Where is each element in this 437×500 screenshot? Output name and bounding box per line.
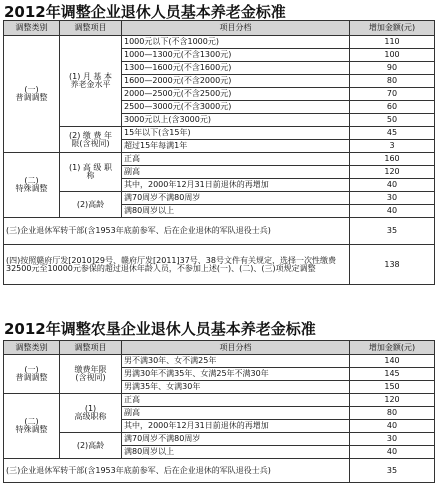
amount-cell: 110 xyxy=(350,36,435,49)
amount-cell: 40 xyxy=(350,205,435,218)
table1-title: 2012年调整企业退休人员基本养老金标准 xyxy=(4,3,286,21)
header-amount: 增加金额(元) xyxy=(350,341,435,355)
item-cell: (1) 月 基 本 养老金水平 xyxy=(60,36,122,127)
table-row xyxy=(4,459,435,483)
tier-cell: 3000元以上(含3000元) xyxy=(122,114,350,127)
amount-cell: 40 xyxy=(350,446,435,459)
tier-cell: 正高 xyxy=(122,153,350,166)
amount-cell: 45 xyxy=(350,127,435,140)
item-cell: (2)高龄 xyxy=(60,433,122,459)
tier-cell: 男满35年、女满30年 xyxy=(122,381,350,394)
amount-cell: 60 xyxy=(350,101,435,114)
tier-cell: 满70周岁不满80周岁 xyxy=(122,192,350,205)
category-cell: (二) 特殊调整 xyxy=(4,153,60,218)
amount-cell: 35 xyxy=(350,459,435,483)
amount-cell: 3 xyxy=(350,140,435,153)
table-row xyxy=(4,36,435,49)
veteran-cadre-cell: (三)企业退休军转干部(含1953年底前参军、后在企业退休的军队退役士兵) xyxy=(4,459,350,483)
item-cell: (2)高龄 xyxy=(60,192,122,218)
amount-cell: 138 xyxy=(350,245,435,285)
amount-cell: 80 xyxy=(350,75,435,88)
tier-cell: 男不满30年、女不满25年 xyxy=(122,355,350,368)
amount-cell: 30 xyxy=(350,433,435,446)
category-cell: (一) 普调调整 xyxy=(4,36,60,153)
table-row xyxy=(4,394,435,407)
amount-cell: 70 xyxy=(350,88,435,101)
header-amount: 增加金额(元) xyxy=(350,21,435,36)
tier-cell: 满80周岁以上 xyxy=(122,205,350,218)
amount-cell: 40 xyxy=(350,179,435,192)
tier-cell: 15年以下(含15年) xyxy=(122,127,350,140)
amount-cell: 150 xyxy=(350,381,435,394)
amount-cell: 100 xyxy=(350,49,435,62)
tier-cell: 男满30年不满35年、女满25年不满30年 xyxy=(122,368,350,381)
amount-cell: 160 xyxy=(350,153,435,166)
table-row xyxy=(4,245,435,285)
tier-cell: 2500—3000元(不含3000元) xyxy=(122,101,350,114)
table-row xyxy=(4,127,435,140)
lump-sum-cell: (四)按照赣府厅发[2010]29号、赣府厅发[2011]37号、38号文件有关规定，选择一次性缴费32500元至10000元参保的超过退休年龄人员，不参加上述(一)、(二)、(三)项规定调整 xyxy=(4,245,350,285)
table-header-row xyxy=(4,341,435,355)
category-cell: (二) 特殊调整 xyxy=(4,394,60,459)
tier-cell: 副高 xyxy=(122,166,350,179)
amount-cell: 120 xyxy=(350,394,435,407)
pension-table-farm xyxy=(3,340,435,483)
table2-title: 2012年调整农垦企业退休人员基本养老金标准 xyxy=(4,320,316,338)
tier-cell: 1300—1600元(不含1600元) xyxy=(122,62,350,75)
table-row xyxy=(4,433,435,446)
item-cell: (1) 高级职称 xyxy=(60,394,122,433)
header-item: 调整项目 xyxy=(60,21,122,36)
amount-cell: 40 xyxy=(350,420,435,433)
table-row xyxy=(4,355,435,368)
amount-cell: 80 xyxy=(350,407,435,420)
amount-cell: 35 xyxy=(350,218,435,245)
item-cell: 缴费年限 (含视同) xyxy=(60,355,122,394)
header-category: 调整类别 xyxy=(4,341,60,355)
tier-cell: 1600—2000元(不含2000元) xyxy=(122,75,350,88)
table-row xyxy=(4,153,435,166)
amount-cell: 140 xyxy=(350,355,435,368)
tier-cell: 1000元以下(不含1000元) xyxy=(122,36,350,49)
amount-cell: 145 xyxy=(350,368,435,381)
amount-cell: 120 xyxy=(350,166,435,179)
amount-cell: 90 xyxy=(350,62,435,75)
item-cell: (1) 高 级 职 称 xyxy=(60,153,122,192)
veteran-cadre-cell: (三)企业退休军转干部(含1953年底前参军、后在企业退休的军队退役士兵) xyxy=(4,218,350,245)
header-tier: 项目分档 xyxy=(122,341,350,355)
header-category: 调整类别 xyxy=(4,21,60,36)
tier-cell: 其中，2000年12月31日前退休的再增加 xyxy=(122,420,350,433)
tier-cell: 满70周岁不满80周岁 xyxy=(122,433,350,446)
tier-cell: 正高 xyxy=(122,394,350,407)
tier-cell: 1000—1300元(不含1300元) xyxy=(122,49,350,62)
pension-table-enterprise xyxy=(3,20,435,285)
table-row xyxy=(4,192,435,205)
item-cell: (2) 缴 费 年 限(含视同) xyxy=(60,127,122,153)
amount-cell: 30 xyxy=(350,192,435,205)
category-cell: (一) 普调调整 xyxy=(4,355,60,394)
tier-cell: 超过15年每满1年 xyxy=(122,140,350,153)
table-header-row xyxy=(4,21,435,36)
tier-cell: 副高 xyxy=(122,407,350,420)
tier-cell: 满80周岁以上 xyxy=(122,446,350,459)
header-tier: 项目分档 xyxy=(122,21,350,36)
amount-cell: 50 xyxy=(350,114,435,127)
header-item: 调整项目 xyxy=(60,341,122,355)
tier-cell: 其中，2000年12月31日前退休的再增加 xyxy=(122,179,350,192)
table-row xyxy=(4,218,435,245)
tier-cell: 2000—2500元(不含2500元) xyxy=(122,88,350,101)
